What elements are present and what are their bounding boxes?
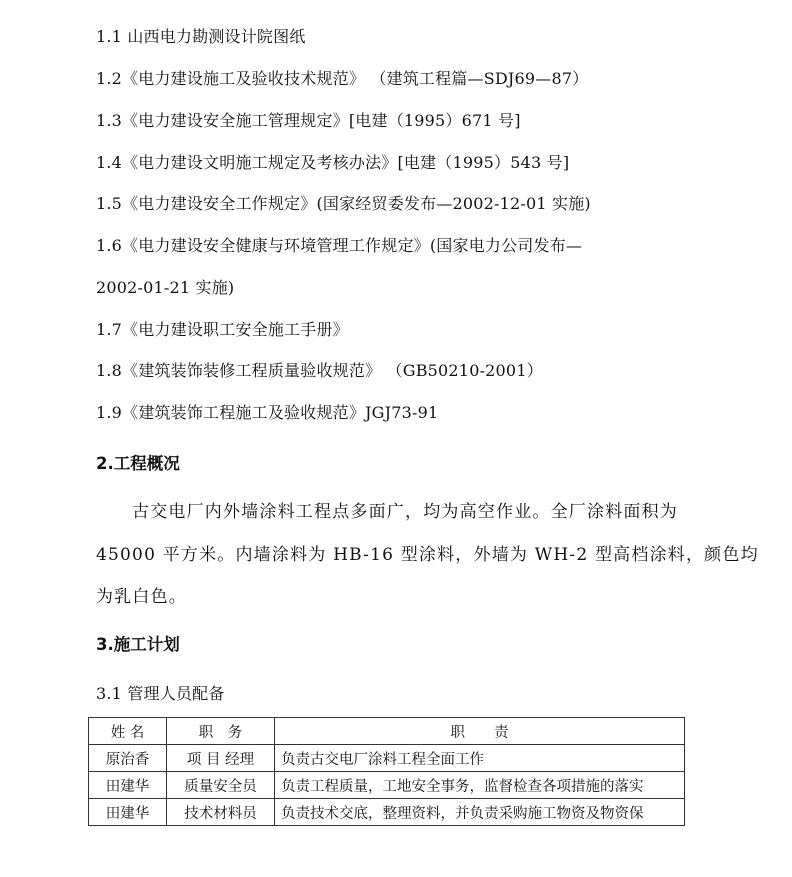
cell-name: 田建华	[89, 799, 167, 826]
reference-item: 1.5《电力建设安全工作规定》(国家经贸委发布—2002-12-01 实施)	[96, 194, 591, 213]
cell-position: 质量安全员	[167, 772, 275, 799]
reference-item-continuation: 2002-01-21 实施)	[96, 278, 235, 297]
reference-item: 1.3《电力建设安全施工管理规定》[电建（1995）671 号]	[96, 111, 521, 130]
cell-position: 项 目 经理	[167, 745, 275, 772]
cell-name: 田建华	[89, 772, 167, 799]
overview-paragraph-line: 为乳白色。	[96, 587, 187, 607]
reference-item: 1.9《建筑装饰工程施工及验收规范》JGJ73-91	[96, 403, 439, 422]
table-header-row	[89, 718, 685, 745]
table-row	[89, 745, 685, 772]
cell-duty: 负责古交电厂涂料工程全面工作	[275, 745, 685, 772]
reference-item: 1.1 山西电力勘测设计院图纸	[96, 27, 306, 46]
section-3-heading: 3.施工计划	[96, 635, 180, 654]
section-3-1-subheading: 3.1 管理人员配备	[96, 684, 225, 703]
staff-table	[88, 717, 685, 826]
header-position: 职 务	[167, 718, 275, 745]
cell-position: 技术材料员	[167, 799, 275, 826]
table-row	[89, 799, 685, 826]
header-duty: 职 责	[275, 718, 685, 745]
section-2-heading: 2.工程概况	[96, 454, 180, 473]
overview-paragraph-line: 45000 平方米。内墙涂料为 HB-16 型涂料，外墙为 WH-2 型高档涂料，颜色均	[96, 545, 759, 565]
table-row	[89, 772, 685, 799]
reference-item: 1.8《建筑装饰装修工程质量验收规范》 （GB50210-2001）	[96, 361, 543, 380]
cell-duty: 负责工程质量，工地安全事务，监督检查各项措施的落实	[275, 772, 685, 799]
header-name: 姓 名	[89, 718, 167, 745]
cell-name: 原治香	[89, 745, 167, 772]
cell-duty: 负责技术交底，整理资料，并负责采购施工物资及物资保	[275, 799, 685, 826]
reference-item: 1.7《电力建设职工安全施工手册》	[96, 320, 349, 339]
reference-item: 1.4《电力建设文明施工规定及考核办法》[电建（1995）543 号]	[96, 153, 570, 172]
reference-item: 1.2《电力建设施工及验收技术规范》 （建筑工程篇—SDJ69—87）	[96, 69, 589, 88]
overview-paragraph-line: 古交电厂内外墙涂料工程点多面广，均为高空作业。全厂涂料面积为	[132, 502, 678, 522]
reference-item: 1.6《电力建设安全健康与环境管理工作规定》(国家电力公司发布—	[96, 236, 583, 255]
